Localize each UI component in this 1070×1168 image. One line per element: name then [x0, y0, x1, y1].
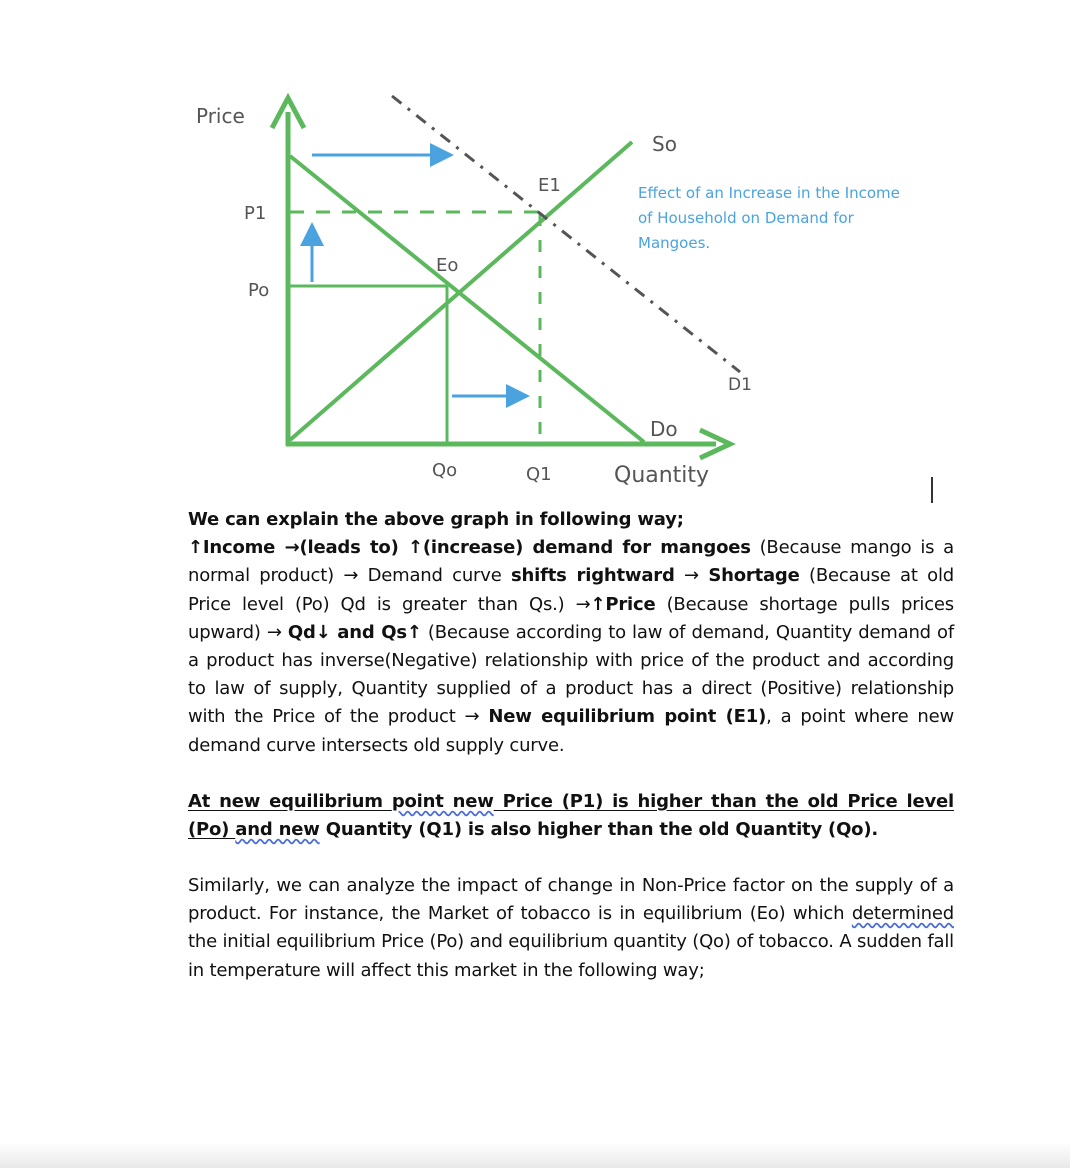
e1-label: E1 — [538, 175, 561, 196]
demand-curve-do — [290, 156, 644, 442]
po-label: Po — [248, 280, 270, 301]
supply-intro-paragraph: Similarly, we can analyze the impact of change in Non-Price factor on the supply of a product. For instance, the Market of tobacco is in equilibrium (Eo) which determined the initial equilibrium Price (Po) and equilibrium quantity (Qo) of tobacco. A sudden fall in temperature will affect this market in the following way; — [188, 875, 954, 981]
q1-label: Q1 — [526, 464, 552, 485]
p1-label: P1 — [244, 203, 267, 224]
qo-label: Qo — [432, 460, 458, 481]
d1-label: D1 — [728, 375, 752, 395]
do-label: Do — [650, 417, 678, 441]
paragraph-heading: We can explain the above graph in following way; — [188, 509, 684, 530]
explanation-paragraph: We can explain the above graph in following way; ↑Income →(leads to) ↑(increase) demand for mangoes (Because mango is a normal product) → Demand curve shifts rightward → Shortage (Because at old Price level (Po) Qd is greater than Qs.) →↑Price (Because shortage pulls prices upward) → Qd↓ and Qs↑ (Because according to law of demand, Quantity demand of a product has inverse(Negative) relationship with price of the product and according to law of supply, Quantity supplied of a product has a direct (Positive) relationship with the Price of the product → New equilibrium point (E1), a point where new demand curve intersects old supply curve. — [188, 509, 954, 756]
so-label: So — [652, 132, 677, 156]
text-cursor — [931, 477, 933, 503]
graph-note-line: Effect of an Increase in the Income — [638, 184, 900, 202]
quantity-axis-label: Quantity — [614, 463, 710, 488]
eo-label: Eo — [436, 255, 459, 276]
graph-note-line: Mangoes. — [638, 234, 711, 252]
supply-demand-graph — [0, 0, 1070, 500]
graph-note-line: of Household on Demand for — [638, 209, 854, 227]
conclusion-paragraph: At new equilibrium point new Price (P1) is higher than the old Price level (Po) and new Quantity (Q1) is also higher than the old Quantity (Qo). — [188, 791, 954, 841]
price-axis-label: Price — [196, 104, 245, 128]
window-bottom-edge — [0, 1142, 1070, 1168]
